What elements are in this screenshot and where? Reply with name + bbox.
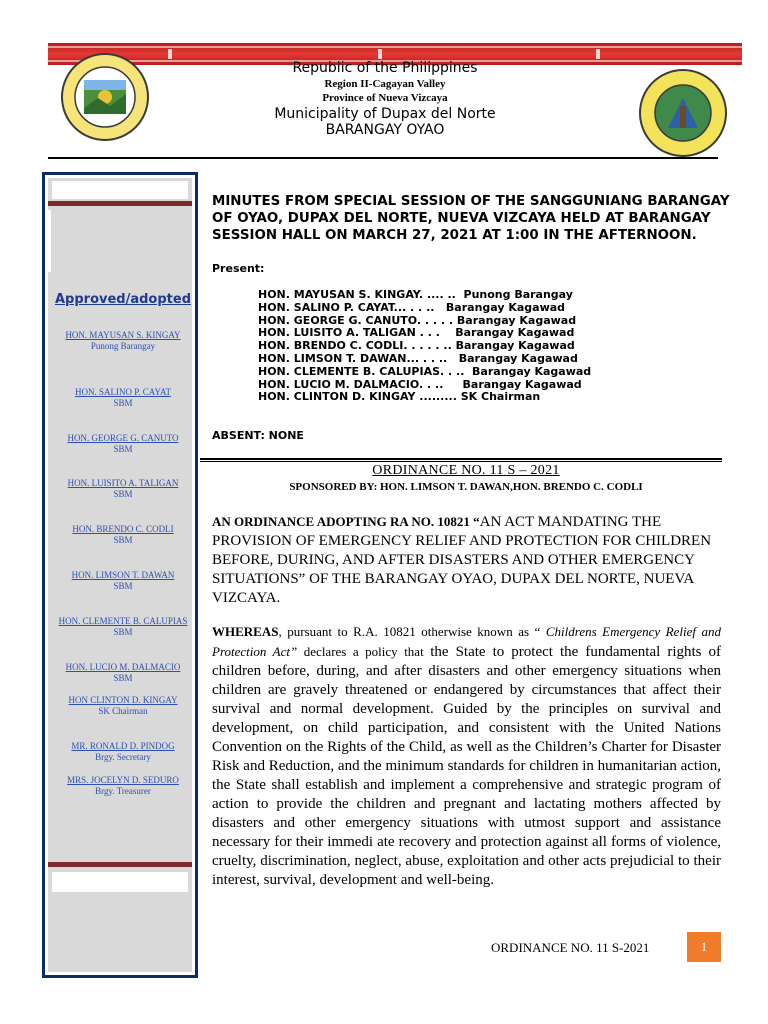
whereas-intro: , pursuant to R.A. 10821 otherwise known as “ [278,624,546,639]
attendee-line: HON. MAYUSAN S. KINGAY. .... .. Punong Barangay [258,288,573,301]
attendee-line: HON. BRENDO C. CODLI. . . . . .. Barangay Kagawad [258,339,575,353]
sidebar-top-stripe [48,201,192,206]
whereas-paragraph [212,622,721,890]
attendee-line: HON. CLEMENTE B. CALUPIAS. . .. Barangay Kagawad [258,364,592,378]
present-label: Present: [212,262,265,275]
signatory-name[interactable]: HON. LUISITO A. TALIGAN [67,478,179,488]
attendees-list [258,289,591,404]
ordinance-number: ORDINANCE NO. 11 S – 2021 [372,463,560,478]
signatory-name[interactable]: HON. CLEMENTE B. CALUPIAS [58,616,188,626]
header-province: Province of Nueva Vizcaya [322,92,448,104]
signatory-role: SBM [113,673,133,683]
ordinance-title-bold: AN ORDINANCE ADOPTING RA NO. 10821 “ [212,514,480,529]
whereas-body: the State to protect the fundamental rights of children before, during, and after disasters and other emergency situations when children are gravely threatened or endangered by circumstances that affect their survival and normal development. Guided by the principles on survival and development, on child participation, and consistent with the United Nations Convention on the Rights of the Child, as well as the Children’s Charter for Disaster Risk and Reduction, and the minimum standards for children in humanitarian action, the State shall establish and implement a comprehensive and strategic program of action to provide the children and pregnant and lactating mothers affected by disasters and other emergency situations with utmost support and assistance necessary for their immedi ate recovery and protection against all forms of violence, cruelty, discrimination, neglect, abuse, exploitation and other acts prejudicial to their interest, survival, development and well-being. [212,644,722,888]
page-number: 1 [687,932,721,962]
ordinance-divider [200,461,722,462]
header-region: Region II-Cagayan Valley [324,78,446,90]
minutes-title: MINUTES FROM SPECIAL SESSION OF THE SANGGUNIANG BARANGAY OF OYAO, DUPAX DEL NORTE, NUEVA VIZCAYA HELD AT BARANGAY SESSION HALL ON MARCH 27, 2021 AT 1:00 IN THE AFTERNOON. [212,194,730,243]
attendee-line: HON. LIMSON T. DAWAN... . . .. Barangay Kagawad [258,351,578,365]
signatory-name[interactable]: MRS. JOCELYN D. SEDURO [67,775,179,785]
sidebar-top-box [52,181,188,199]
attendee-line: HON. SALINO P. CAYAT... . . .. Barangay Kagawad [258,300,566,314]
signatory-name[interactable]: MR. RONALD D. PINDOG [71,741,175,751]
dupax-del-norte-seal-icon [60,52,150,142]
ordinance-title [212,512,722,608]
whereas-declares: declares a policy that [297,644,431,659]
ordinance-sponsors: SPONSORED BY: HON. LIMSON T. DAWAN,HON. BRENDO C. CODLI [289,481,643,493]
barangay-oyao-seal-icon [638,68,728,158]
signatory-role: SBM [113,444,133,454]
attendee-line: HON. CLINTON D. KINGAY ......... SK Chairman [258,390,541,404]
attendee-line: HON. GEORGE G. CANUTO. . . . . Barangay Kagawad [258,313,577,327]
signatory-role: SK Chairman [98,706,148,716]
signatory-name[interactable]: HON. BRENDO C. CODLI [72,524,174,534]
signatory-role: SBM [113,535,133,545]
signatory-name[interactable]: HON. GEORGE G. CANUTO [67,433,179,443]
ordinance-divider [200,458,722,460]
approved-adopted-label: Approved/adopted [54,292,191,307]
signatory-role: SBM [113,627,133,637]
absent-line: ABSENT: NONE [212,429,304,442]
signatory-name[interactable]: HON. SALINO P. CAYAT [75,387,171,397]
ordinance-title-text: AN ACT MANDATING THE PROVISION OF EMERGENCY RELIEF AND PROTECTION FOR CHILDREN BEFORE, DURING, AND AFTER DISASTERS AND OTHER EMERGENCY SITUATIONS” OF THE BARANGAY OYAO, DUPAX DEL NORTE, NUEVA VIZCAYA. [212,514,712,606]
header-republic: Republic of the Philippines [292,60,478,76]
signatory-role: SBM [113,489,133,499]
header-barangay: BARANGAY OYAO [325,122,445,138]
signatory-role: Brgy. Secretary [95,752,151,762]
whereas-lead: WHEREAS [212,624,279,639]
signatory-role: SBM [113,581,133,591]
attendee-line: HON. LUISITO A. TALIGAN . . . Barangay Kagawad [258,326,575,340]
signatory-role: Punong Barangay [90,341,156,351]
signatories-sidebar [42,172,198,978]
signatory-name[interactable]: HON. LUCIO M. DALMACIO [65,662,181,672]
whereas-act-title: Childrens Emergency Relief and Protection Act” [212,624,721,659]
signatory-name[interactable]: HON. LIMSON T. DAWAN [71,570,175,580]
signatory-role: SBM [113,398,133,408]
sidebar-bottom-stripe [48,862,192,867]
signatory-role: Brgy. Treasurer [95,786,151,796]
footer-label: ORDINANCE NO. 11 S-2021 [491,940,650,955]
header-divider [48,157,718,159]
attendee-line: HON. LUCIO M. DALMACIO. . .. Barangay Kagawad [258,377,582,391]
signatory-name[interactable]: HON CLINTON D. KINGAY [68,695,178,705]
signatory-name[interactable]: HON. MAYUSAN S. KINGAY [65,330,181,340]
sidebar-bottom-box [52,872,188,892]
header-municipality: Municipality of Dupax del Norte [274,106,496,122]
